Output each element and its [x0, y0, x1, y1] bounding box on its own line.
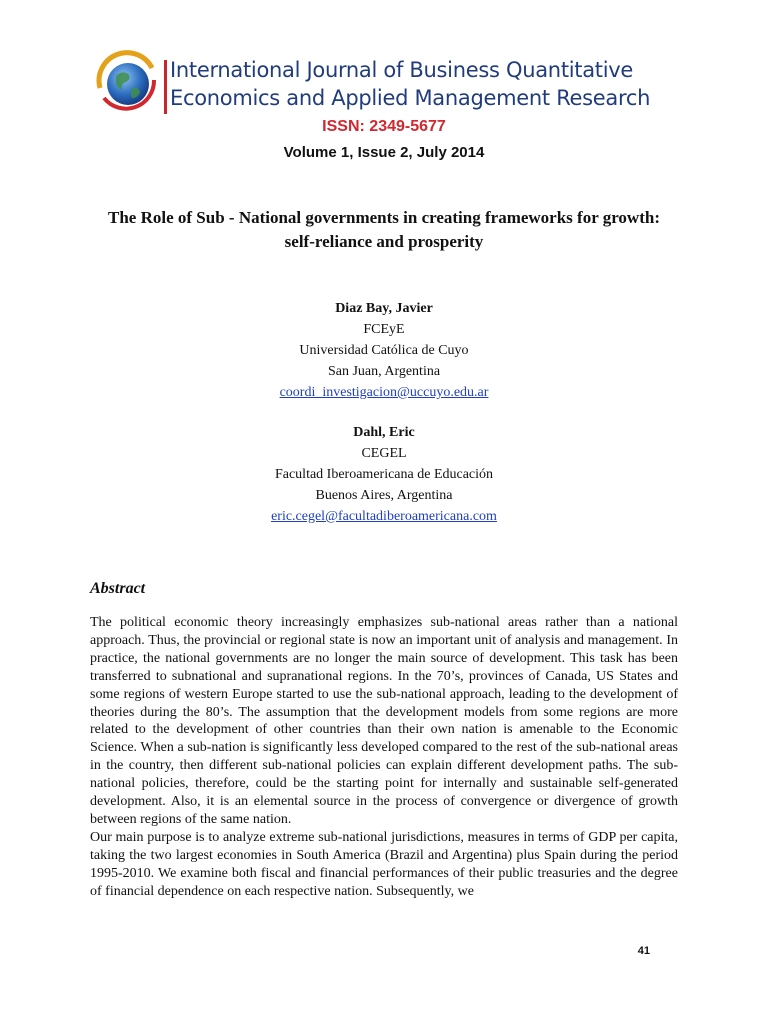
paper-title — [60, 206, 708, 254]
journal-header — [92, 42, 692, 122]
paper-title-line2: self-reliance and prosperity — [284, 232, 484, 251]
author-name: Diaz Bay, Javier — [335, 301, 433, 316]
abstract-heading: Abstract — [90, 580, 146, 597]
journal-title — [170, 56, 650, 112]
author-location: Buenos Aires, Argentina — [315, 488, 453, 503]
author-email-link[interactable]: coordi_investigacion@uccuyo.edu.ar — [279, 385, 489, 400]
author-name: Dahl, Eric — [353, 425, 415, 440]
author-institution: Facultad Iberoamericana de Educación — [274, 467, 494, 482]
author-location: San Juan, Argentina — [327, 364, 441, 379]
author-dept: CEGEL — [361, 446, 407, 461]
author-institution: Universidad Católica de Cuyo — [299, 343, 469, 358]
journal-title-line1: International Journal of Business Quantitative — [170, 58, 634, 82]
author-block-1 — [0, 298, 768, 403]
author-email-link[interactable]: eric.cegel@facultadiberoamericana.com — [271, 509, 497, 524]
header-divider — [164, 60, 167, 114]
author-block-2 — [0, 422, 768, 527]
page-number: 41 — [637, 945, 650, 957]
journal-title-line2: Economics and Applied Management Research — [170, 86, 651, 110]
issn: ISSN: 2349-5677 — [322, 118, 446, 135]
author-dept: FCEyE — [363, 322, 405, 337]
paper-title-line1: The Role of Sub - National governments in creating frameworks for growth: — [108, 208, 660, 227]
abstract-paragraph: The political economic theory increasingly emphasizes sub-national areas rather than a national approach. Thus, the provincial or regional state is now an important unit of analysis and management. In practice, the national governments are no longer the main source of development. This task has been transferred to subnational and supranational regions. In the 70’s, provinces of Canada, US States and some regions of western Europe started to use the sub-national approach, leading to the development of theories during the 80’s. The assumption that the development models from some regions are more related to the development of other countries than their own nation is amenable to the Economic Science. When a sub-nation is significantly less developed compared to the rest of the sub-national areas in the country, then different sub-national policies can explain different development paths. The sub-national policies, therefore, could be the starting point for internally and sustainable self-generated development. Also, it is an elemental source in the process of convergence or divergence of growth between regions of the same nation. — [90, 615, 678, 827]
abstract-body — [90, 614, 678, 901]
volume-issue: Volume 1, Issue 2, July 2014 — [283, 144, 485, 161]
abstract-paragraph: Our main purpose is to analyze extreme sub-national jurisdictions, measures in terms of GDP per capita, taking the two largest economies in South America (Brazil and Argentina) plus Spain during the period 1995-2010. We examine both fiscal and financial performances of their public treasuries and the degree of financial dependence on each respective nation. Subsequently, we — [90, 829, 678, 899]
globe-logo-icon — [92, 48, 162, 118]
